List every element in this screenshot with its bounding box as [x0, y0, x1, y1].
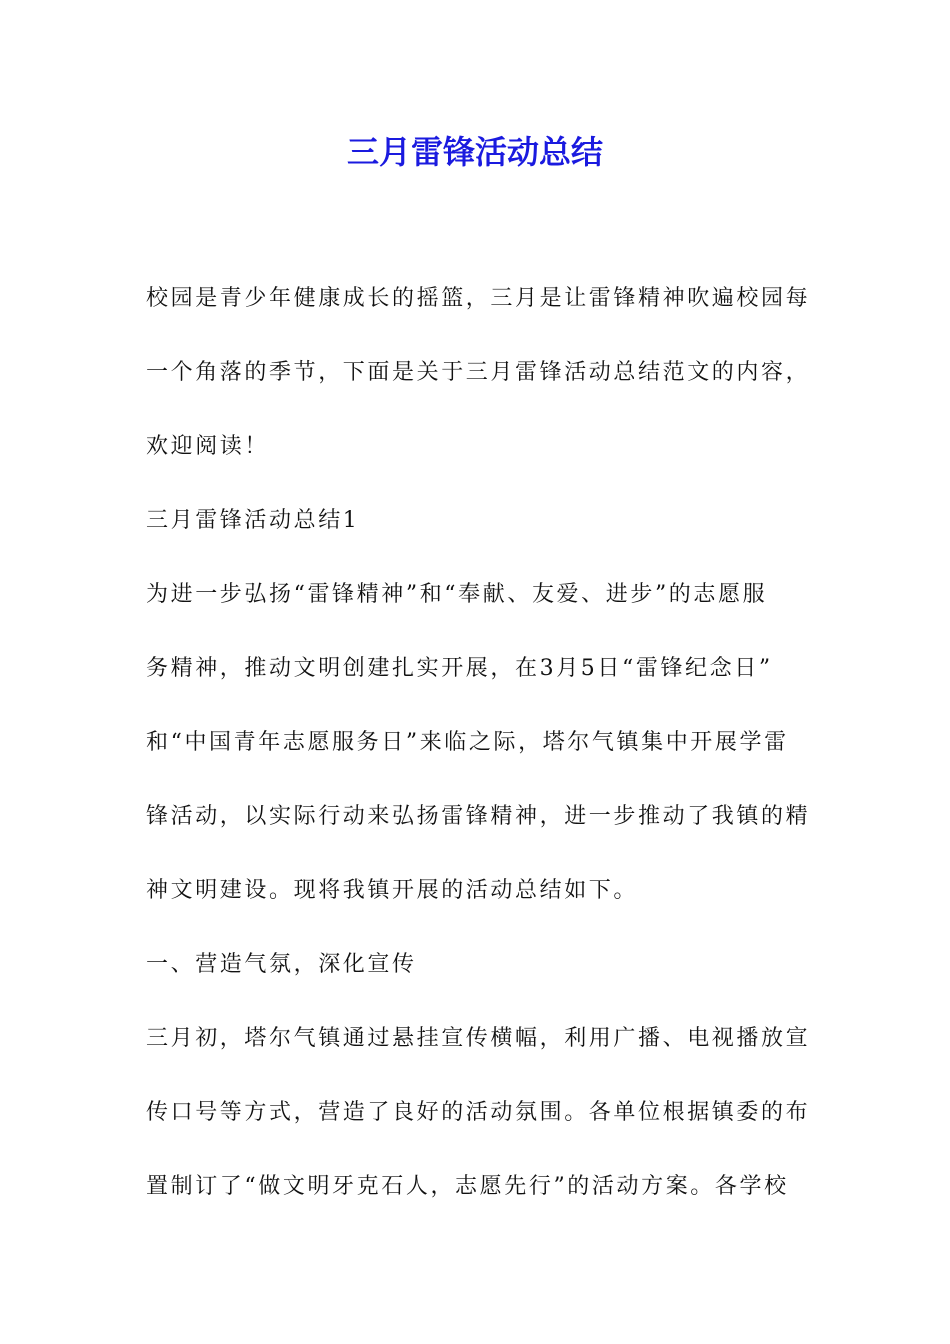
section-heading: 三月雷锋活动总结1	[146, 508, 360, 533]
document-body	[146, 262, 811, 1224]
body-line: 置制订了“做文明牙克石人，志愿先行”的活动方案。各学校	[146, 1174, 789, 1199]
body-line: 校园是青少年健康成长的摇篮，三月是让雷锋精神吹遍校园每	[146, 286, 811, 311]
body-line: 务精神，推动文明创建扎实开展，在3月5日“雷锋纪念日”	[146, 656, 773, 681]
subsection-heading: 一、营造气氛，深化宣传	[146, 952, 417, 977]
body-line: 一个角落的季节，下面是关于三月雷锋活动总结范文的内容，	[146, 360, 811, 385]
body-line: 传口号等方式，营造了良好的活动氛围。各单位根据镇委的布	[146, 1100, 811, 1125]
document-title: 三月雷锋活动总结	[346, 133, 603, 171]
body-line: 锋活动，以实际行动来弘扬雷锋精神，进一步推动了我镇的精	[146, 804, 811, 829]
body-line: 三月初，塔尔气镇通过悬挂宣传横幅，利用广播、电视播放宣	[146, 1026, 811, 1051]
body-line: 欢迎阅读！	[146, 434, 270, 459]
body-line: 神文明建设。现将我镇开展的活动总结如下。	[146, 878, 639, 903]
body-line: 和“中国青年志愿服务日”来临之际，塔尔气镇集中开展学雷	[146, 730, 789, 755]
body-line: 为进一步弘扬“雷锋精神”和“奉献、友爱、进步”的志愿服	[146, 582, 768, 607]
